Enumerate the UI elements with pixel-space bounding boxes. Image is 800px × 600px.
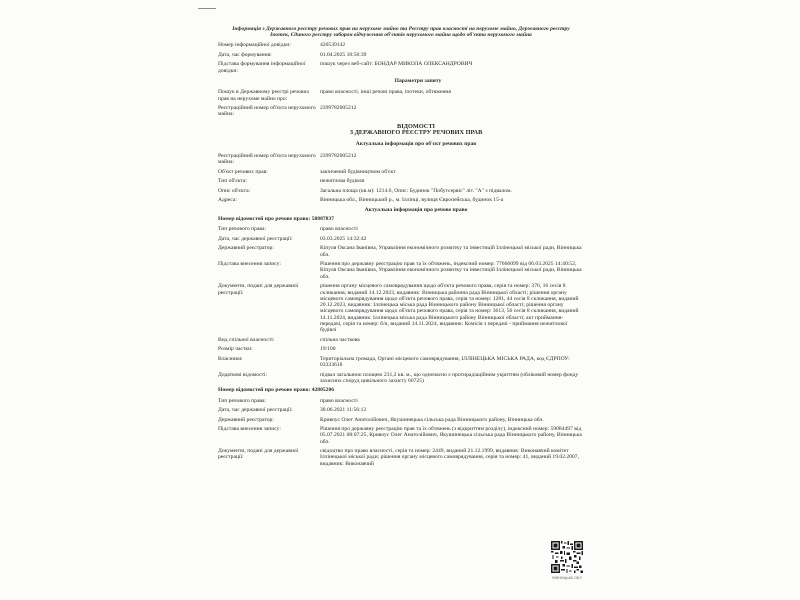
param-row-regnum: Реєстраційний номер об'єкта нерухомого майна: 2399782005212 [218,105,357,118]
object-subtitle: Актуальна інформація про об'єкт речових прав [355,140,477,147]
registry-title: ВІДОМОСТІ З ДЕРЖАВНОГО РЕЄСТРУ РЕЧОВИХ ПРАВ [349,122,483,137]
scan-mark [198,8,216,9]
object-row-type: Об'єкт речових прав: закінчений будівництвом об'єкт [218,168,396,175]
object-row-desc: Опис об'єкта: Загальна площа (кв.м): 1214.6, Опис: Будинок "Побутсервіс" літ. "А" з підвалом. [218,187,512,194]
right1-row-ownership: Вид спільної власності: спільна часткова [218,336,360,343]
right1-row-owner: Власники: Територіальна громада, Органі місцевого самоврядування, ІЛЛІНЕЦЬКА МІСЬКА РАДА, код ЄДРПОУ: 03333618 [218,355,570,369]
right2-row-registrar: Державний реєстратор: Кривоус Олег Анатолійович, Якушинецька сільська рада Вінницького району, Вінницька обл. [218,416,544,423]
request-params-title: Параметри запиту [394,77,442,84]
object-row-address: Адреса: Вінницька обл., Вінницький р., м. Іллінці, вулиця Європейська, будинок 15-а [218,197,504,204]
right-2-section [218,398,584,467]
param-row-search: Пошук в Державному реєстрі речових прав на нерухоме майно про: право власності, інші речові права, іпотеки, обтяження [218,89,452,102]
right1-row-share: Розмір частки: 19/100 [218,346,336,353]
right-1-section [218,226,584,384]
right1-row-docs: Документи, подані для державної реєстрації: рішення органу місцевого самоврядування щодо об'єкта речового права, серія та номер: 376, 16 сесія 8 скликання, виданий 14.12.2023, видавник: Вінницька районна рада Вінницької області; рішення органу місцевого самоврядування щодо об'єкта речового права, серія та номер: 1281, 44 сесія 8 скликання, виданий 20.12.2023, видавник: Іллінецька міська рада Вінницького району Вінницької області; рішення органу місцевого самоврядування щодо об'єкта речового права, серія та номер: 3613, 56 сесія 8 скликання, виданий 14.11.2024, видавник: Іллінецька міська рада Вінницького району Вінницької області; акт приймання-передачі, серія та номер: б/н, виданий 14.11.2024, видавник: Комісія з передачі - приймання нежитлової будівлі [218,283,579,334]
qr-code [551,541,583,573]
registry-extract [218,26,584,470]
right2-record-number: Номер відомостей про речове право: 42805206 [218,387,335,394]
info-row-number: Номер інформаційної довідки: 420539142 [218,42,346,49]
document-header: Інформація з Державного реєстру речових прав на нерухоме майно та Реєстру прав власності на нерухоме майно, Державного реєстру Іпотек, Єдиного реєстру заборон відчуження об'єктів нерухомого майна щодо об'єкта нерухомого майна [232,26,570,39]
right1-row-basis: Підстава внесення запису: Рішення про державну реєстрацію прав та їх обтяжень, індексний номер: 77666099 від 06.03.2025 14:40:52, Кіпуля Оксана Іванівна, Управління економічного розвитку та інвестицій Іллінецької міської ради, Вінницька обл. [218,261,582,280]
right1-row-type: Тип речового права: право власності [218,226,358,233]
right2-row-type: Тип речового права: право власності [218,397,358,404]
request-info-section [218,42,584,74]
info-row-date: Дата, час формування: 01.04.2025 10:56:39 [218,51,367,58]
right2-row-date: Дата, час державної реєстрації: 30.06.2021 11:56:12 [218,407,367,414]
info-row-basis: Підстава формування інформаційної довідки: пошук через веб-сайт: БОНДАР МИКОЛА ОЛЕКСАНДРОВИЧ [218,61,473,74]
object-row-regnum: Реєстраційний номер об'єкта нерухомого майна: 2399782005212 [218,153,357,166]
qr-caption: ВІННИЦЬКА ОБЛ [552,576,582,580]
right2-row-docs: Документи, подані для державної реєстрації: свідоцтво про право власності, серія та номер: 2449, виданий 21.12.1999, видавник: Виконавчий комітет Іллінецької міської ради; рішення органу місцевого самоврядування, серія та номер: 41, виданий 19.02.2007, видавник: Виконавчий [218,448,579,467]
right2-row-basis: Підстава внесення запису: Рішення про державну реєстрацію прав та їх обтяжень (з відкриттям розділу), індексний номер: 59084497 від 05.07.2021 08:07:25, Кривоус Олег Анатолійович, Якушинецька сільська рада Вінницького району, Вінницька обл. [218,426,582,445]
right1-row-date: Дата, час державної реєстрації: 03.03.2025 14:32:42 [218,235,367,242]
right1-row-registrar: Державний реєстратор: Кіпуля Оксана Іванівна, Управління економічного розвитку та інвестицій Іллінецької міської ради, Вінницька обл. [218,245,582,258]
right1-row-extra: Додаткові відомості: підвал загальною площею 231,2 кв. м., що одночасно є протирадіаційним укриттям (обліковий номер фонду захисних споруд цивільного захисту 60725) [218,371,579,384]
right-record-number: Номер відомостей про речове право: 58887837 [218,216,335,223]
object-row-kind: Тип об'єкта: нежитлова будівля [218,178,365,185]
right-subtitle: Актуальна інформація про речове право [364,206,468,213]
object-section [218,153,584,204]
